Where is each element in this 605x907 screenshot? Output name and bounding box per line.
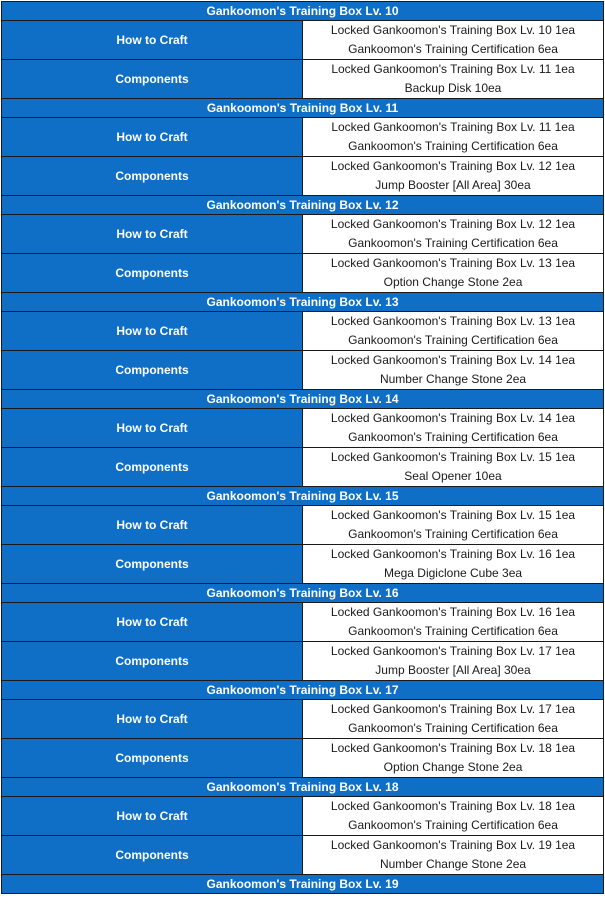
how-to-craft-row [2,797,604,836]
components-value [303,836,604,875]
value-line: Seal Opener 10ea [404,469,502,483]
value-line: Locked Gankoomon's Training Box Lv. 14 1ea [330,411,576,425]
components-label: Components [2,254,303,293]
value-line: Gankoomon's Training Certification 6ea [348,527,558,541]
components-label: Components [2,739,303,778]
components-row [2,351,604,390]
value-line: Locked Gankoomon's Training Box Lv. 12 1ea [330,159,576,173]
components-row [2,157,604,196]
components-value [303,545,604,584]
section-title: Gankoomon's Training Box Lv. 15 [2,487,604,506]
section-title: Gankoomon's Training Box Lv. 10 [2,2,604,21]
section-title: Gankoomon's Training Box Lv. 18 [2,778,604,797]
how-to-craft-row [2,700,604,739]
components-value [303,739,604,778]
section-title: Gankoomon's Training Box Lv. 11 [2,99,604,118]
how-to-craft-label: How to Craft [2,603,303,642]
how-to-craft-value [303,118,604,157]
how-to-craft-label: How to Craft [2,506,303,545]
components-value [303,642,604,681]
how-to-craft-row [2,21,604,60]
components-row [2,739,604,778]
value-line: Locked Gankoomon's Training Box Lv. 12 1ea [330,217,576,231]
value-line: Locked Gankoomon's Training Box Lv. 18 1ea [330,799,576,813]
components-label: Components [2,545,303,584]
how-to-craft-row [2,409,604,448]
value-line: Gankoomon's Training Certification 6ea [348,430,558,444]
how-to-craft-row [2,118,604,157]
value-line: Gankoomon's Training Certification 6ea [348,333,558,347]
section-title: Gankoomon's Training Box Lv. 12 [2,196,604,215]
components-row [2,545,604,584]
components-label: Components [2,351,303,390]
how-to-craft-value [303,797,604,836]
components-row [2,448,604,487]
how-to-craft-row [2,603,604,642]
how-to-craft-value [303,700,604,739]
how-to-craft-value [303,215,604,254]
value-line: Locked Gankoomon's Training Box Lv. 18 1ea [330,741,576,755]
value-line: Locked Gankoomon's Training Box Lv. 13 1ea [330,314,576,328]
components-row [2,254,604,293]
section-title: Gankoomon's Training Box Lv. 14 [2,390,604,409]
components-value [303,448,604,487]
section-title: Gankoomon's Training Box Lv. 13 [2,293,604,312]
value-line: Number Change Stone 2ea [379,857,527,871]
components-label: Components [2,836,303,875]
value-line: Locked Gankoomon's Training Box Lv. 15 1ea [330,508,576,522]
how-to-craft-value [303,312,604,351]
how-to-craft-label: How to Craft [2,312,303,351]
section-header-row [2,2,604,21]
section-header-row [2,390,604,409]
section-title: Gankoomon's Training Box Lv. 17 [2,681,604,700]
value-line: Locked Gankoomon's Training Box Lv. 19 1ea [330,838,576,852]
how-to-craft-label: How to Craft [2,700,303,739]
how-to-craft-value [303,506,604,545]
value-line: Locked Gankoomon's Training Box Lv. 14 1ea [330,353,576,367]
section-title: Gankoomon's Training Box Lv. 16 [2,584,604,603]
value-line: Jump Booster [All Area] 30ea [375,663,531,677]
value-line: Gankoomon's Training Certification 6ea [348,818,558,832]
value-line: Gankoomon's Training Certification 6ea [348,236,558,250]
value-line: Option Change Stone 2ea [383,275,523,289]
value-line: Number Change Stone 2ea [379,372,527,386]
how-to-craft-row [2,506,604,545]
value-line: Locked Gankoomon's Training Box Lv. 16 1ea [330,605,576,619]
section-header-row [2,196,604,215]
section-header-row [2,293,604,312]
value-line: Mega Digiclone Cube 3ea [383,566,523,580]
crafting-table-body [2,2,604,894]
how-to-craft-label: How to Craft [2,215,303,254]
value-line: Locked Gankoomon's Training Box Lv. 15 1ea [330,450,576,464]
value-line: Gankoomon's Training Certification 6ea [348,624,558,638]
value-line: Locked Gankoomon's Training Box Lv. 11 1ea [331,62,575,76]
how-to-craft-value [303,603,604,642]
components-value [303,60,604,99]
value-line: Locked Gankoomon's Training Box Lv. 11 1ea [331,120,575,134]
components-value [303,157,604,196]
how-to-craft-label: How to Craft [2,21,303,60]
value-line: Locked Gankoomon's Training Box Lv. 17 1ea [330,702,576,716]
crafting-table [1,1,604,894]
components-value [303,254,604,293]
how-to-craft-value [303,21,604,60]
components-row [2,60,604,99]
section-header-row [2,487,604,506]
components-label: Components [2,157,303,196]
value-line: Locked Gankoomon's Training Box Lv. 13 1ea [330,256,576,270]
value-line: Backup Disk 10ea [404,81,502,95]
components-label: Components [2,642,303,681]
value-line: Locked Gankoomon's Training Box Lv. 17 1ea [330,644,576,658]
value-line: Gankoomon's Training Certification 6ea [348,42,558,56]
value-line: Gankoomon's Training Certification 6ea [348,721,558,735]
value-line: Locked Gankoomon's Training Box Lv. 10 1ea [330,23,576,37]
how-to-craft-label: How to Craft [2,797,303,836]
section-header-row [2,99,604,118]
components-row [2,836,604,875]
section-header-row [2,778,604,797]
components-label: Components [2,60,303,99]
how-to-craft-label: How to Craft [2,118,303,157]
section-header-row [2,875,604,894]
section-title: Gankoomon's Training Box Lv. 19 [2,875,604,894]
value-line: Option Change Stone 2ea [383,760,523,774]
value-line: Jump Booster [All Area] 30ea [375,178,531,192]
how-to-craft-row [2,312,604,351]
value-line: Gankoomon's Training Certification 6ea [348,139,558,153]
components-label: Components [2,448,303,487]
section-header-row [2,681,604,700]
how-to-craft-row [2,215,604,254]
value-line: Locked Gankoomon's Training Box Lv. 16 1ea [330,547,576,561]
components-row [2,642,604,681]
how-to-craft-value [303,409,604,448]
how-to-craft-label: How to Craft [2,409,303,448]
components-value [303,351,604,390]
section-header-row [2,584,604,603]
